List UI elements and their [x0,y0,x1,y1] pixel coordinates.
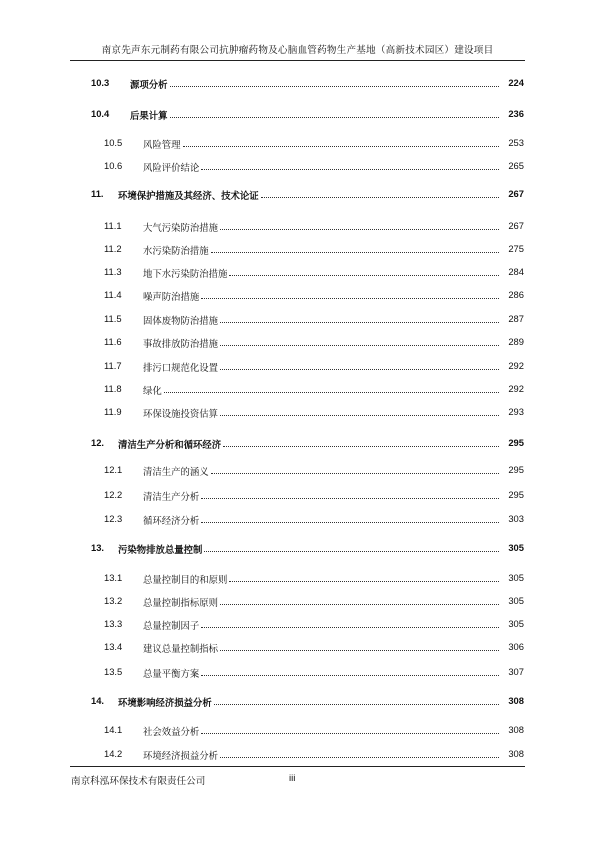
toc-entry[interactable] [0,695,595,709]
toc-entry-number: 12.2 [104,489,123,500]
toc-entry-number: 11.6 [104,336,122,347]
toc-entry-page: 305 [508,595,524,606]
toc-dot-leader [201,498,499,499]
toc-entry-number: 13.3 [104,618,123,629]
toc-entry-page: 303 [508,513,524,524]
toc-entry[interactable] [0,437,595,451]
toc-entry-title: 后果计算 [130,111,168,122]
toc-entry-title: 源项分析 [130,80,168,91]
toc-entry-number: 13.2 [104,595,123,606]
toc-entry-page: 305 [508,618,524,629]
toc-entry-page: 305 [508,572,524,583]
toc-entry-title: 固体废物防治措施 [143,316,219,327]
toc-entry-title: 污染物排放总量控制 [118,545,203,556]
toc-entry-title: 环境经济损益分析 [143,751,219,762]
toc-entry-number: 11.1 [104,220,122,231]
toc-entry-title: 清洁生产的涵义 [143,467,209,478]
toc-entry-number: 13. [91,542,105,553]
toc-entry-page: 289 [508,336,524,347]
toc-entry[interactable] [0,266,595,280]
toc-entry-page: 308 [508,748,524,759]
toc-entry-number: 14.2 [104,748,123,759]
toc-dot-leader [211,473,499,474]
toc-dot-leader [201,627,499,628]
toc-entry-title: 水污染防治措施 [143,246,209,257]
toc-dot-leader [261,197,499,198]
toc-entry-page: 305 [508,542,524,553]
toc-entry-title: 清洁生产分析 [143,492,200,503]
toc-entry[interactable] [0,618,595,632]
toc-dot-leader [220,415,499,416]
toc-entry-page: 292 [508,360,524,371]
footer-divider [70,766,525,767]
toc-entry-number: 13.5 [104,666,123,677]
toc-entry-page: 295 [508,489,524,500]
toc-entry-title: 清洁生产分析和循环经济 [118,440,222,451]
toc-dot-leader [204,551,499,552]
toc-dot-leader [201,675,499,676]
toc-entry-page: 295 [508,437,524,448]
toc-entry-number: 10.5 [104,137,123,148]
toc-entry-number: 11.9 [104,406,122,417]
toc-entry[interactable] [0,595,595,609]
toc-entry-title: 总量控制指标原则 [143,598,219,609]
toc-entry[interactable] [0,313,595,327]
toc-dot-leader [223,446,499,447]
toc-entry-title: 风险评价结论 [143,163,200,174]
toc-entry-title: 总量平衡方案 [143,669,200,680]
toc-entry-title: 事故排放防治措施 [143,339,219,350]
toc-dot-leader [201,169,499,170]
toc-entry-page: 292 [508,383,524,394]
toc-entry-number: 14.1 [104,724,123,735]
toc-entry-page: 265 [508,160,524,171]
toc-entry[interactable] [0,243,595,257]
toc-dot-leader [220,757,499,758]
toc-entry-number: 12.3 [104,513,123,524]
toc-entry[interactable] [0,513,595,527]
toc-entry[interactable] [0,406,595,420]
toc-entry-page: 308 [508,724,524,735]
toc-entry-number: 11. [91,188,104,199]
toc-dot-leader [220,604,499,605]
toc-entry-title: 总量控制因子 [143,621,200,632]
toc-entry[interactable] [0,360,595,374]
toc-entry-number: 10.4 [91,108,110,119]
toc-entry[interactable] [0,489,595,503]
toc-entry-number: 14. [91,695,105,706]
toc-entry[interactable] [0,336,595,350]
toc-entry-page: 267 [508,188,524,199]
header-divider [70,60,525,61]
toc-entry-page: 295 [508,464,524,475]
toc-entry-number: 13.4 [104,641,123,652]
toc-dot-leader [220,229,499,230]
toc-entry-number: 11.2 [104,243,122,254]
toc-entry[interactable] [0,748,595,762]
toc-entry-title: 环境保护措施及其经济、技术论证 [118,191,259,202]
toc-dot-leader [220,345,499,346]
toc-entry-page: 224 [508,77,524,88]
toc-entry-title: 排污口规范化设置 [143,363,219,374]
toc-dot-leader [211,252,499,253]
toc-dot-leader [229,581,499,582]
toc-entry-page: 275 [508,243,524,254]
toc-dot-leader [214,704,499,705]
toc-entry-title: 总量控制目的和原则 [143,575,228,586]
toc-entry-number: 12.1 [104,464,123,475]
toc-entry-title: 社会效益分析 [143,727,200,738]
toc-entry-number: 11.5 [104,313,122,324]
toc-entry-page: 253 [508,137,524,148]
toc-entry[interactable] [0,641,595,655]
toc-entry-title: 地下水污染防治措施 [143,269,228,280]
toc-entry[interactable] [0,666,595,680]
toc-entry-page: 293 [508,406,524,417]
toc-entry[interactable] [0,542,595,556]
toc-entry[interactable] [0,108,595,122]
toc-entry-title: 循环经济分析 [143,516,200,527]
toc-entry-page: 308 [508,695,524,706]
toc-dot-leader [201,522,499,523]
footer-page-number: iii [289,773,296,784]
toc-dot-leader [229,275,499,276]
toc-entry[interactable] [0,572,595,586]
toc-dot-leader [183,146,499,147]
toc-entry-title: 大气污染防治措施 [143,223,219,234]
toc-entry-page: 284 [508,266,524,277]
toc-entry-page: 307 [508,666,524,677]
toc-dot-leader [220,369,499,370]
toc-entry-page: 267 [508,220,524,231]
toc-entry-number: 13.1 [104,572,123,583]
toc-entry-title: 环境影响经济损益分析 [118,698,212,709]
toc-entry-title: 建议总量控制指标 [143,644,219,655]
toc-dot-leader [164,392,499,393]
toc-entry-number: 10.3 [91,77,110,88]
toc-entry-number: 11.4 [104,289,122,300]
toc-dot-leader [170,86,499,87]
toc-dot-leader [220,650,499,651]
toc-entry-number: 11.7 [104,360,122,371]
toc-dot-leader [220,322,499,323]
toc-entry-title: 环保设施投资估算 [143,409,219,420]
toc-dot-leader [170,117,499,118]
toc-entry-number: 11.3 [104,266,122,277]
toc-entry-page: 236 [508,108,524,119]
toc-entry[interactable] [0,724,595,738]
toc-entry-page: 306 [508,641,524,652]
toc-entry[interactable] [0,137,595,151]
toc-entry[interactable] [0,289,595,303]
toc-entry-title: 风险管理 [143,140,181,151]
toc-entry-title: 绿化 [143,386,162,397]
toc-entry[interactable] [0,160,595,174]
toc-entry-title: 噪声防治措施 [143,292,200,303]
toc-entry[interactable] [0,464,595,478]
toc-entry-page: 286 [508,289,524,300]
toc-entry[interactable] [0,77,595,91]
toc-entry[interactable] [0,220,595,234]
toc-entry-number: 11.8 [104,383,122,394]
toc-entry-number: 10.6 [104,160,123,171]
toc-entry[interactable] [0,188,595,202]
toc-dot-leader [201,298,499,299]
toc-entry-number: 12. [91,437,105,448]
footer-company-name: 南京科泓环保技术有限责任公司 [71,776,206,787]
toc-dot-leader [201,733,499,734]
toc-entry-page: 287 [508,313,524,324]
page-header-title: 南京先声东元制药有限公司抗肿瘤药物及心脑血管药物生产基地（高新技术园区）建设项目 [101,45,494,56]
toc-entry[interactable] [0,383,595,397]
